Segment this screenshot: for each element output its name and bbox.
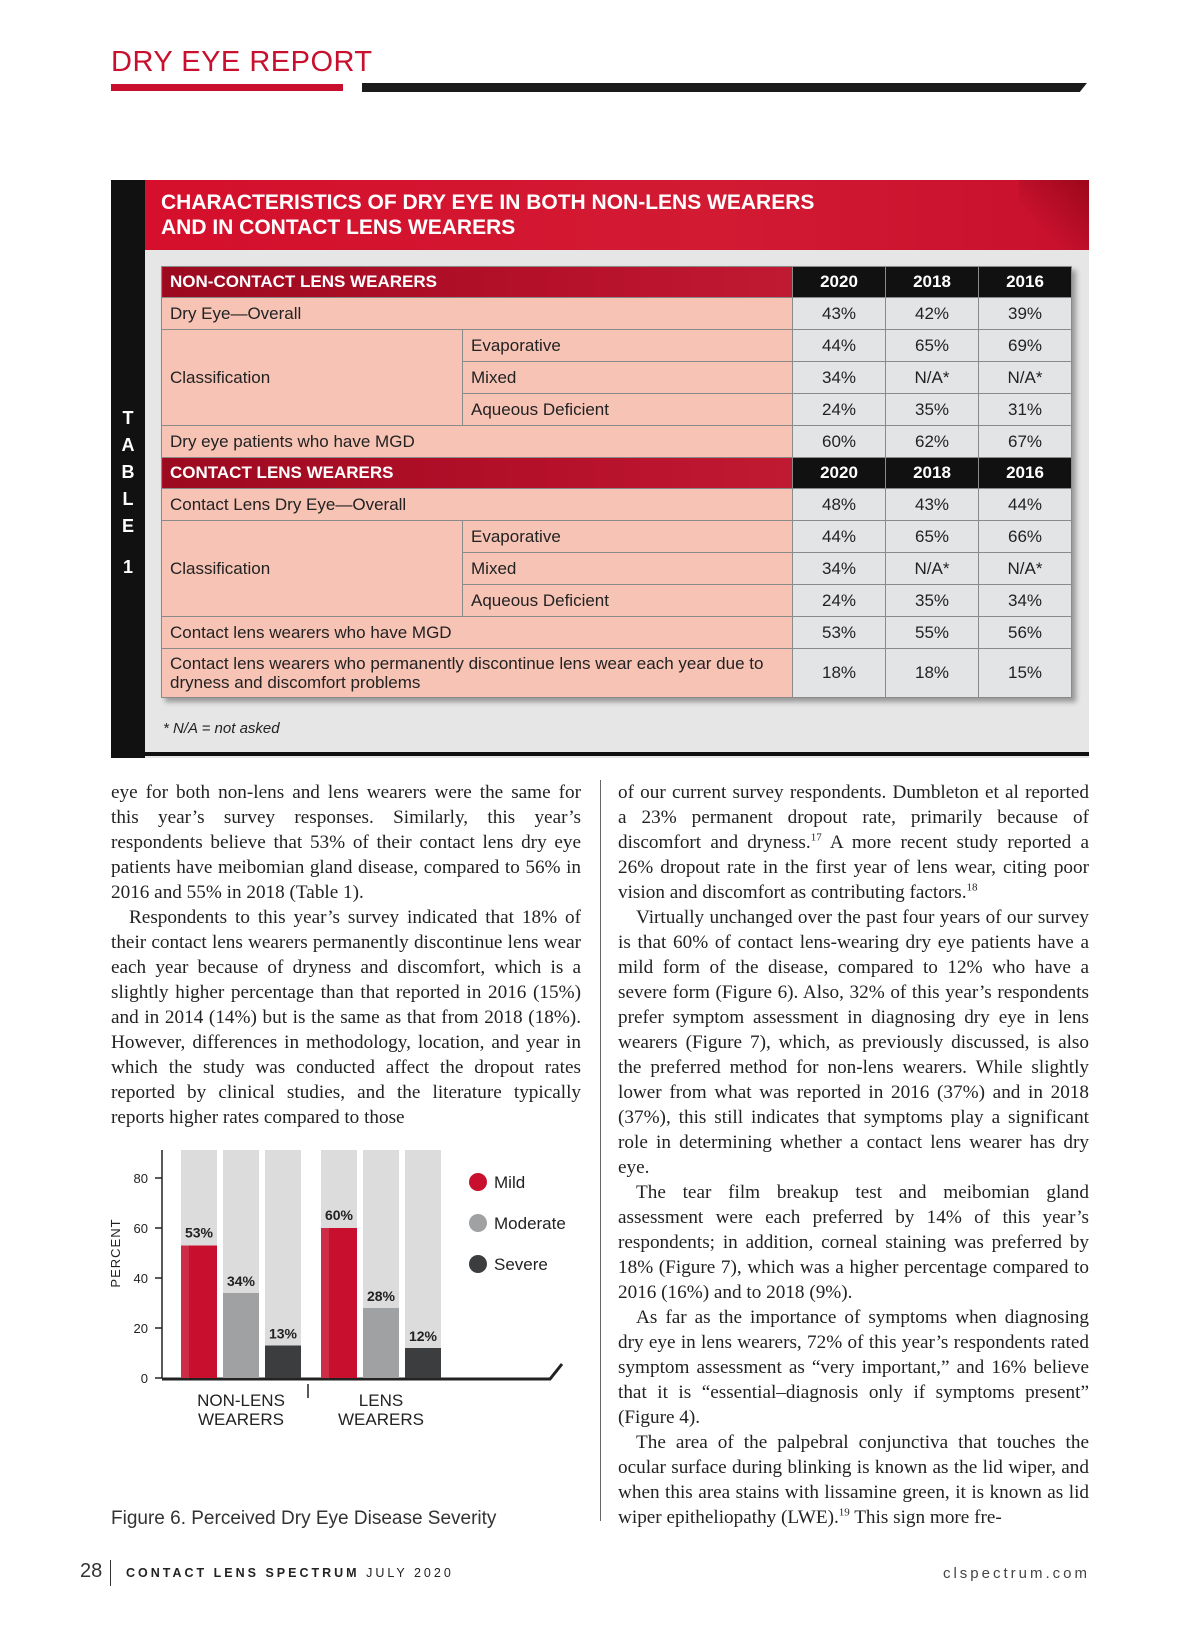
legend-swatch-mild (469, 1173, 487, 1191)
cell-value: N/A* (886, 362, 979, 394)
cell-value: N/A* (979, 553, 1072, 585)
row-sublabel: Evaporative (463, 521, 793, 553)
side-label-letter: A (121, 435, 135, 455)
table-1-box (111, 180, 1089, 758)
y-tick-label: 20 (133, 1321, 148, 1336)
row-label: Classification (162, 521, 463, 617)
row-label: Dry Eye—Overall (162, 298, 793, 330)
side-label-letter: L (122, 489, 134, 509)
row-sublabel: Aqueous Deficient (463, 585, 793, 617)
y-tick-label: 0 (140, 1371, 148, 1386)
cell-value: 39% (979, 298, 1072, 330)
cell-value: 42% (886, 298, 979, 330)
cell-value: 69% (979, 330, 1072, 362)
year-header: 2020 (793, 267, 886, 298)
group-label-line-2: WEARERS (338, 1410, 424, 1429)
year-header: 2016 (979, 458, 1072, 489)
table-side-label (111, 405, 145, 581)
data-label: 28% (366, 1288, 396, 1304)
cell-value: 35% (886, 394, 979, 426)
table-side-strip (111, 180, 145, 758)
right-column (618, 780, 1089, 1530)
cell-value: 43% (793, 298, 886, 330)
cell-value: 35% (886, 585, 979, 617)
data-label: 60% (324, 1207, 354, 1223)
reference-19: 19 (838, 1506, 850, 1519)
bar-highlight (321, 1228, 329, 1378)
issue-date: JULY 2020 (366, 1566, 454, 1580)
cell-value: 60% (793, 426, 886, 458)
paragraph: As far as the importance of symptoms when diagnosing dry eye in lens wearers, 72% of this year’s respondents rated symptom assessment as “very important,” and 16% believe that it is “essential–diagnosis only if symptoms present” (Figure 4). (618, 1307, 1089, 1428)
table-row (162, 649, 1072, 698)
cell-value: 24% (793, 585, 886, 617)
side-label-letter (111, 540, 145, 554)
reference-17: 17 (810, 831, 822, 844)
legend-swatch-moderate (469, 1214, 487, 1232)
report-title: DRY EYE REPORT (111, 46, 373, 78)
table-row (162, 426, 1072, 458)
cell-value: 65% (886, 521, 979, 553)
row-sublabel: Evaporative (463, 330, 793, 362)
row-label: Contact Lens Dry Eye—Overall (162, 489, 793, 521)
cell-value: 56% (979, 617, 1072, 649)
data-label: 53% (184, 1224, 214, 1241)
cell-value: 62% (886, 426, 979, 458)
y-tick-label: 80 (133, 1171, 148, 1186)
reference-18: 18 (966, 881, 978, 894)
side-label-letter: E (121, 516, 134, 536)
paragraph-text: The area of the palpebral conjunctiva that touches the ocular surface during blinking is known as the lid wiper, and when this area stains with lissamine green, it is known as lid wiper epitheliopathy (LWE). (618, 1432, 1089, 1528)
legend-label: Mild (494, 1173, 526, 1192)
side-label-letter: T (122, 408, 134, 428)
paragraph (618, 780, 1089, 905)
bar-moderate (363, 1308, 399, 1378)
side-label-letter: 1 (122, 557, 133, 577)
header-red-rule (111, 84, 343, 91)
cell-value: 44% (793, 330, 886, 362)
bar-severe (405, 1348, 441, 1378)
cell-value: N/A* (979, 362, 1072, 394)
paragraph: Respondents to this year’s survey indicated that 18% of their contact lens wearers permanently discontinue lens wear each year because of dryness and discomfort, which is a slightly higher percentage than that reported in 2016 (15%) and in 2014 (14%) but is the same as that from 2018 (18%). However, differences in methodology, location, and year in which the study was conducted affect the dropout rates reported by clinical studies, and the literature typically reports higher rates compared to those (111, 907, 581, 1128)
cell-value: 44% (793, 521, 886, 553)
data-label: 12% (408, 1328, 438, 1344)
table-row (162, 489, 1072, 521)
column-divider (600, 780, 601, 1521)
paragraph-text: A more recent study reported a 26% dropout rate in the first year of lens wear, citing poor vision and discomfort as contributing factors. (618, 832, 1089, 903)
legend-swatch-severe (469, 1255, 487, 1273)
cell-value: 34% (793, 553, 886, 585)
paragraph-text: of our current survey respondents. Dumbleton et al reported a 23% permanent dropout rate, primarily because of discomfort and dryness. (618, 782, 1089, 853)
legend-label: Severe (494, 1255, 548, 1274)
year-header: 2016 (979, 267, 1072, 298)
row-label: Contact lens wearers who permanently discontinue lens wear each year due to dryness and discomfort problems (162, 649, 793, 698)
table-title-line-1: CHARACTERISTICS OF DRY EYE IN BOTH NON-LENS WEARERS (161, 191, 815, 214)
bar-background (265, 1150, 301, 1378)
row-sublabel: Mixed (463, 553, 793, 585)
bar-highlight (181, 1246, 189, 1379)
paragraph (618, 1430, 1089, 1530)
row-sublabel: Aqueous Deficient (463, 394, 793, 426)
cell-value: 55% (886, 617, 979, 649)
group-label-line-1: NON-LENS (197, 1391, 285, 1410)
legend-label: Moderate (494, 1214, 566, 1233)
table-row (162, 521, 1072, 553)
row-label: Classification (162, 330, 463, 426)
cell-value: 43% (886, 489, 979, 521)
footer-publication (126, 1566, 454, 1580)
cell-value: 34% (793, 362, 886, 394)
row-sublabel: Mixed (463, 362, 793, 394)
paragraph: Virtually unchanged over the past four years of our survey is that 60% of contact lens-wearing dry eye patients have a mild form of the disease, compared to 12% who have a severe form (Figure 6). Also, 32% of this year’s respondents prefer symptom assessment in diagnosing dry eye in lens wearers (Figure 7), which, as previously discussed, is also the preferred method for non-lens wearers. While slightly lower from what was reported in 2016 (37%) and in 2018 (37%), this still indicates that symptoms play a significant role in determining whether a contact lens wearer has dry eye. (618, 907, 1089, 1178)
group-label-line-2: WEARERS (198, 1410, 284, 1429)
section-label: CONTACT LENS WEARERS (162, 458, 793, 489)
paragraph: eye for both non-lens and lens wearers were the same for this year’s survey responses. Similarly, this year’s respondents believe that 53% of their contact lens dry eye patients have meibomian gland disease, compared to 56% in 2016 and 55% in 2018 (Table 1). (111, 782, 581, 903)
table-header (145, 180, 1089, 250)
cell-value: 53% (793, 617, 886, 649)
left-column (111, 780, 581, 1130)
data-label: 13% (268, 1325, 298, 1342)
year-header: 2020 (793, 458, 886, 489)
page-number: 28 (80, 1560, 103, 1582)
dry-eye-table (161, 266, 1072, 698)
publication-name: CONTACT LENS SPECTRUM (126, 1566, 360, 1580)
cell-value: 24% (793, 394, 886, 426)
cell-value: 44% (979, 489, 1072, 521)
table-header-corner (1019, 180, 1089, 250)
table-title (161, 190, 921, 240)
cell-value: 67% (979, 426, 1072, 458)
severity-bar-chart (100, 1150, 580, 1495)
row-label: Contact lens wearers who have MGD (162, 617, 793, 649)
paragraph-text: This sign more fre- (849, 1507, 1002, 1528)
table-row (162, 330, 1072, 362)
footer-url[interactable]: clspectrum.com (942, 1565, 1090, 1582)
table-bottom-rule (111, 752, 1089, 756)
y-tick-label: 60 (133, 1221, 148, 1236)
footer-divider (110, 1560, 111, 1586)
year-header: 2018 (886, 458, 979, 489)
figure-caption: Figure 6. Perceived Dry Eye Disease Severity (111, 1508, 497, 1529)
y-tick-label: 40 (133, 1271, 148, 1286)
cell-value: 66% (979, 521, 1072, 553)
table-title-line-2: AND IN CONTACT LENS WEARERS (161, 216, 516, 239)
cell-value: 18% (886, 649, 979, 698)
side-label-letter: B (121, 462, 135, 482)
cell-value: N/A* (886, 553, 979, 585)
table-footnote: * N/A = not asked (163, 720, 280, 737)
cell-value: 65% (886, 330, 979, 362)
header-black-rule (362, 83, 1087, 92)
section-label: NON-CONTACT LENS WEARERS (162, 267, 793, 298)
cell-value: 48% (793, 489, 886, 521)
y-axis-label: PERCENT (108, 1218, 123, 1288)
section-header-row (162, 267, 1072, 298)
table-row (162, 617, 1072, 649)
data-label: 34% (226, 1273, 256, 1289)
cell-value: 31% (979, 394, 1072, 426)
row-label: Dry eye patients who have MGD (162, 426, 793, 458)
table-row (162, 298, 1072, 330)
cell-value: 34% (979, 585, 1072, 617)
cell-value: 15% (979, 649, 1072, 698)
x-axis (162, 1364, 562, 1379)
year-header: 2018 (886, 267, 979, 298)
bar-moderate (223, 1293, 259, 1378)
cell-value: 18% (793, 649, 886, 698)
bar-severe (265, 1346, 301, 1379)
paragraph: The tear film breakup test and meibomian gland assessment were each preferred by 14% of this year’s respondents; in addition, corneal staining was preferred by 18% (Figure 7), which was a higher percentage compared to 2016 (16%) and to 2018 (9%). (618, 1182, 1089, 1303)
group-label-line-1: LENS (358, 1391, 404, 1410)
section-header-row (162, 458, 1072, 489)
